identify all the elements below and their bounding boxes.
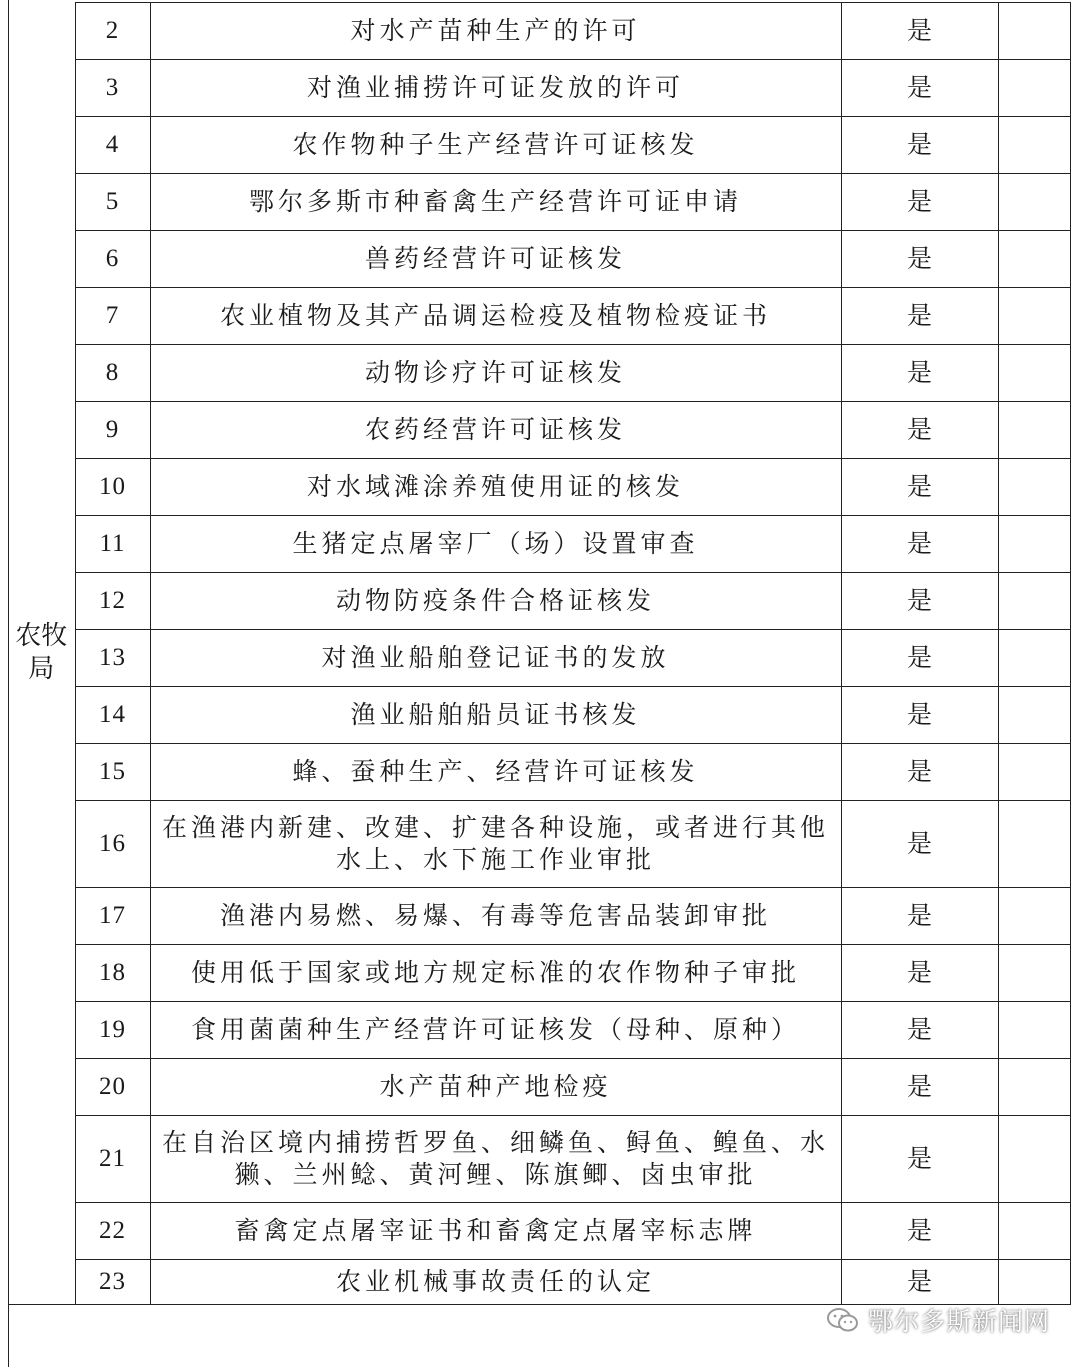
- remark-cell: [998, 1116, 1070, 1203]
- watermark: [826, 1302, 1050, 1338]
- table-row: [8, 1203, 1070, 1260]
- remark-cell: [998, 801, 1070, 888]
- row-number: 9: [75, 402, 150, 459]
- row-number: 21: [75, 1116, 150, 1203]
- remark-cell: [998, 1260, 1070, 1305]
- table-row: [8, 288, 1070, 345]
- permit-name: 农药经营许可证核发: [150, 402, 841, 459]
- permit-flag: 是: [841, 117, 998, 174]
- row-number: 20: [75, 1059, 150, 1116]
- permit-name: 动物防疫条件合格证核发: [150, 573, 841, 630]
- permit-name: 农业机械事故责任的认定: [150, 1260, 841, 1305]
- table-row: [8, 60, 1070, 117]
- table-row: [8, 516, 1070, 573]
- remark-cell: [998, 687, 1070, 744]
- permit-flag: 是: [841, 1203, 998, 1260]
- row-number: 5: [75, 174, 150, 231]
- remark-cell: [998, 117, 1070, 174]
- permit-flag: 是: [841, 3, 998, 60]
- permit-name: 渔业船舶船员证书核发: [150, 687, 841, 744]
- permit-flag: 是: [841, 459, 998, 516]
- permit-flag: 是: [841, 573, 998, 630]
- permit-name: 在渔港内新建、改建、扩建各种设施，或者进行其他水上、水下施工作业审批: [150, 801, 841, 888]
- remark-cell: [998, 573, 1070, 630]
- row-number: 19: [75, 1002, 150, 1059]
- permit-flag: 是: [841, 888, 998, 945]
- row-number: 6: [75, 231, 150, 288]
- permit-flag: 是: [841, 60, 998, 117]
- permit-flag: 是: [841, 231, 998, 288]
- remark-cell: [998, 630, 1070, 687]
- row-number: 4: [75, 117, 150, 174]
- table-row: [8, 3, 1070, 60]
- permit-name: 农业植物及其产品调运检疫及植物检疫证书: [150, 288, 841, 345]
- permit-flag: 是: [841, 1002, 998, 1059]
- permit-name: 动物诊疗许可证核发: [150, 345, 841, 402]
- remark-cell: [998, 402, 1070, 459]
- permit-flag: 是: [841, 1059, 998, 1116]
- remark-cell: [998, 459, 1070, 516]
- row-number: 3: [75, 60, 150, 117]
- row-number: 8: [75, 345, 150, 402]
- row-number: 16: [75, 801, 150, 888]
- table-row: [8, 801, 1070, 888]
- remark-cell: [998, 516, 1070, 573]
- row-number: 17: [75, 888, 150, 945]
- table-row: [8, 1260, 1070, 1305]
- table-row: [8, 1116, 1070, 1203]
- permit-name: 对渔业捕捞许可证发放的许可: [150, 60, 841, 117]
- permit-flag: 是: [841, 516, 998, 573]
- permit-name: 蜂、蚕种生产、经营许可证核发: [150, 744, 841, 801]
- permit-flag: 是: [841, 345, 998, 402]
- remark-cell: [998, 945, 1070, 1002]
- permit-flag: 是: [841, 801, 998, 888]
- table-row: [8, 402, 1070, 459]
- permit-name: 生猪定点屠宰厂（场）设置审查: [150, 516, 841, 573]
- permit-flag: 是: [841, 402, 998, 459]
- row-number: 11: [75, 516, 150, 573]
- table-row: [8, 573, 1070, 630]
- watermark-text: 鄂尔多斯新闻网: [867, 1307, 1050, 1336]
- row-number: 10: [75, 459, 150, 516]
- remark-cell: [998, 1002, 1070, 1059]
- table-row: [8, 117, 1070, 174]
- permit-name: 兽药经营许可证核发: [150, 231, 841, 288]
- table-row: [8, 1059, 1070, 1116]
- permit-name: 对水产苗种生产的许可: [150, 3, 841, 60]
- table-row: [8, 687, 1070, 744]
- row-number: 2: [75, 3, 150, 60]
- remark-cell: [998, 60, 1070, 117]
- remark-cell: [998, 744, 1070, 801]
- permit-name: 鄂尔多斯市种畜禽生产经营许可证申请: [150, 174, 841, 231]
- remark-cell: [998, 345, 1070, 402]
- permit-name: 使用低于国家或地方规定标准的农作物种子审批: [150, 945, 841, 1002]
- permit-flag: 是: [841, 1260, 998, 1305]
- row-number: 15: [75, 744, 150, 801]
- row-number: 22: [75, 1203, 150, 1260]
- remark-cell: [998, 888, 1070, 945]
- department-cell: [8, 3, 75, 1305]
- permit-flag: 是: [841, 744, 998, 801]
- permit-flag: 是: [841, 288, 998, 345]
- remark-cell: [998, 3, 1070, 60]
- permit-name: 对渔业船舶登记证书的发放: [150, 630, 841, 687]
- table-row: [8, 945, 1070, 1002]
- permit-table-body: [8, 3, 1070, 1305]
- remark-cell: [998, 231, 1070, 288]
- table-row: [8, 345, 1070, 402]
- permit-flag: 是: [841, 630, 998, 687]
- remark-cell: [998, 1059, 1070, 1116]
- row-number: 23: [75, 1260, 150, 1305]
- permit-flag: 是: [841, 1116, 998, 1203]
- department-label: 农牧局: [15, 621, 68, 685]
- permit-flag: 是: [841, 687, 998, 744]
- remark-cell: [998, 1203, 1070, 1260]
- table-row: [8, 459, 1070, 516]
- permit-name: 对水域滩涂养殖使用证的核发: [150, 459, 841, 516]
- row-number: 18: [75, 945, 150, 1002]
- table-row: [8, 174, 1070, 231]
- permit-table: [8, 2, 1071, 1305]
- permit-flag: 是: [841, 945, 998, 1002]
- remark-cell: [998, 174, 1070, 231]
- permit-name: 畜禽定点屠宰证书和畜禽定点屠宰标志牌: [150, 1203, 841, 1260]
- row-number: 14: [75, 687, 150, 744]
- table-row: [8, 744, 1070, 801]
- wechat-icon: [826, 1307, 860, 1333]
- table-row: [8, 888, 1070, 945]
- row-number: 7: [75, 288, 150, 345]
- permit-name: 在自治区境内捕捞哲罗鱼、细鳞鱼、鲟鱼、鳇鱼、水獭、兰州鲶、黄河鲤、陈旗鲫、卤虫审批: [150, 1116, 841, 1203]
- table-row: [8, 1002, 1070, 1059]
- remark-cell: [998, 288, 1070, 345]
- permit-name: 食用菌菌种生产经营许可证核发（母种、原种）: [150, 1002, 841, 1059]
- permit-name: 水产苗种产地检疫: [150, 1059, 841, 1116]
- table-row: [8, 630, 1070, 687]
- table-row: [8, 231, 1070, 288]
- permit-flag: 是: [841, 174, 998, 231]
- permit-name: 渔港内易燃、易爆、有毒等危害品装卸审批: [150, 888, 841, 945]
- row-number: 13: [75, 630, 150, 687]
- row-number: 12: [75, 573, 150, 630]
- permit-name: 农作物种子生产经营许可证核发: [150, 117, 841, 174]
